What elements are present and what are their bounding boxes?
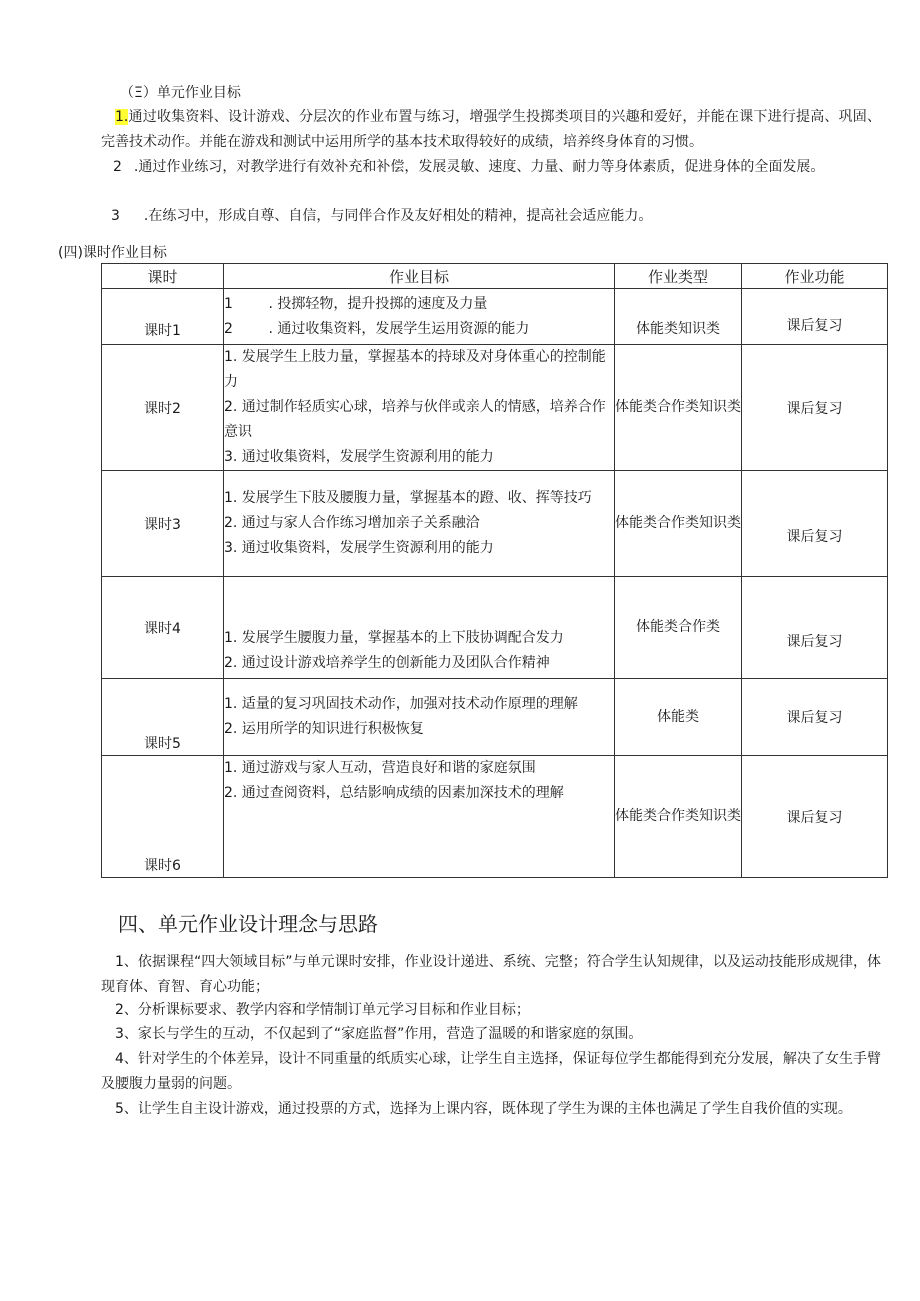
goal-cell: [224, 756, 615, 878]
function-cell: 课后复习: [742, 345, 888, 471]
goal-line: 1. 发展学生腰腹力量，掌握基本的上下肢协调配合发力: [224, 630, 564, 646]
function-cell: 课后复习: [742, 756, 888, 878]
part4-paragraph-4: 4、针对学生的个体差异，设计不同重量的纸质实心球，让学生自主选择，保证每位学生都能得到充分发展，解决了女生手臂及腰腹力量弱的问题。: [101, 1051, 881, 1092]
section3-item-3: [101, 204, 881, 229]
goal-line: 3. 通过收集资料，发展学生资源利用的能力: [224, 449, 494, 465]
header-goal: 作业目标: [224, 264, 615, 289]
lesson-cell: 课时2: [102, 345, 224, 471]
lesson-cell: 课时6: [102, 756, 224, 878]
goal-line: 1. 适量的复习巩固技术动作，加强对技术动作原理的理解: [224, 696, 578, 712]
part4-paragraph-3: 3、家长与学生的互动，不仅起到了“家庭监督”作用，营造了温暖的和谐家庭的氛围。: [115, 1026, 643, 1042]
lesson-cell: 课时5: [102, 679, 224, 756]
part4-paragraph-1: 1、依据课程“四大领域目标”与单元课时安排，作业设计递进、系统、完整；符合学生认知规律，以及运动技能形成规律，体现育体、育智、育心功能；: [101, 954, 881, 995]
goal-line: 3. 通过收集资料，发展学生资源利用的能力: [224, 540, 494, 556]
header-lesson: 课时: [102, 264, 224, 289]
table-row: [102, 289, 888, 345]
item-3-number: 3: [111, 208, 120, 224]
type-cell: 体能类: [615, 679, 742, 756]
item-1-number: 1.: [115, 109, 129, 125]
goal-line: 1. 发展学生下肢及腰腹力量，掌握基本的蹬、收、挥等技巧: [224, 490, 592, 506]
section3-item-1: [101, 105, 881, 155]
goal-cell: [224, 345, 615, 471]
function-cell: 课后复习: [742, 679, 888, 756]
table-row: [102, 679, 888, 756]
lesson-cell: 课时1: [102, 289, 224, 345]
function-cell: 课后复习: [742, 577, 888, 679]
type-cell: 体能类合作类知识类: [615, 345, 742, 471]
item-3-text: .在练习中，形成自尊、自信，与同伴合作及友好相处的精神，提高社会适应能力。: [143, 208, 653, 224]
type-cell: 体能类合作类: [615, 577, 742, 679]
lesson-goals-table: [101, 263, 888, 878]
function-cell: 课后复习: [742, 471, 888, 577]
table-row: [102, 471, 888, 577]
goal-line: 2. 运用所学的知识进行积极恢复: [224, 721, 424, 737]
table-row: [102, 577, 888, 679]
lesson-cell: 课时3: [102, 471, 224, 577]
goal-cell: [224, 289, 615, 345]
item-2-number: 2: [113, 159, 122, 175]
goal-line: 2. 通过制作轻质实心球，培养与伙伴或亲人的情感，培养合作意识: [224, 399, 606, 440]
section3-item-2: [101, 155, 881, 180]
goal-line: 2. 通过设计游戏培养学生的创新能力及团队合作精神: [224, 655, 550, 671]
goal-line: 2. 通过查阅资料，总结影响成绩的因素加深技术的理解: [224, 785, 564, 801]
goal-line: 2. 通过与家人合作练习增加亲子关系融洽: [224, 515, 480, 531]
part4-title: 四、单元作业设计理念与思路: [118, 912, 378, 936]
section4-title: (四)课时作业目标: [58, 245, 167, 261]
table-row: [102, 756, 888, 878]
header-function: 作业功能: [742, 264, 888, 289]
goal-cell: [224, 679, 615, 756]
function-cell: 课后复习: [742, 289, 888, 345]
goal-line: 1 . 投掷轻物，提升投掷的速度及力量: [224, 295, 488, 312]
section3-title: （Ξ）单元作业目标: [120, 85, 241, 101]
type-cell: 体能类合作类知识类: [615, 471, 742, 577]
item-2-text: .通过作业练习，对教学进行有效补充和补偿，发展灵敏、速度、力量、耐力等身体素质，促进身体的全面发展。: [133, 159, 825, 175]
goal-line: 2 . 通过收集资料，发展学生运用资源的能力: [224, 320, 530, 337]
header-type: 作业类型: [615, 264, 742, 289]
item-1-text: 通过收集资料、设计游戏、分层次的作业布置与练习，增强学生投掷类项目的兴趣和爱好，并能在课下进行提高、巩固、完善技术动作。并能在游戏和测试中运用所学的基本技术取得较好的成绩，培养终身体育的习惯。: [101, 109, 881, 150]
goal-cell: [224, 577, 615, 679]
table-header-row: [102, 264, 888, 289]
part4-paragraph-5: 5、让学生自主设计游戏，通过投票的方式，选择为上课内容，既体现了学生为课的主体也满足了学生自我价值的实现。: [115, 1101, 852, 1117]
goal-line: 1. 通过游戏与家人互动，营造良好和谐的家庭氛围: [224, 760, 536, 776]
type-cell: 体能类合作类知识类: [615, 756, 742, 878]
goal-line: 1. 发展学生上肢力量，掌握基本的持球及对身体重心的控制能力: [224, 349, 606, 390]
type-cell: 体能类知识类: [615, 289, 742, 345]
table-row: [102, 345, 888, 471]
lesson-cell: 课时4: [102, 577, 224, 679]
goal-cell: [224, 471, 615, 577]
part4-paragraph-2: 2、分析课标要求、教学内容和学情制订单元学习目标和作业目标；: [115, 1002, 530, 1018]
